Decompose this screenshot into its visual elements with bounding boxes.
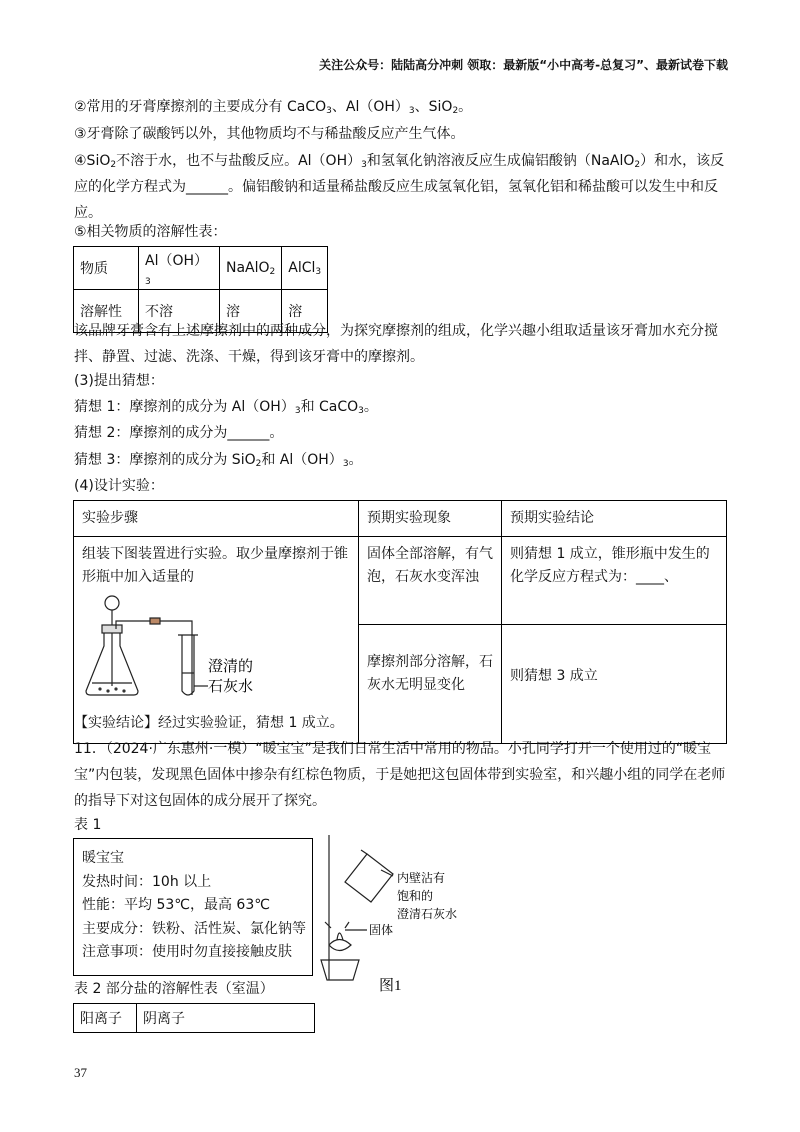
experiment-table: 实验步骤 预期实验现象 预期实验结论 组装下图装置进行实验。取少量摩擦剂于锥形瓶中加入适量的 澄清的 石灰水 固体全部溶解，有气泡，石灰水变浑浊 则猜想 1 成立，锥形瓶中发生的化学反应方程式为：____、 摩擦剂部分溶解，石灰水无明显变化 则猜想 3 成立 <box>73 500 727 744</box>
conclusion-2: 则猜想 3 成立 <box>502 625 727 744</box>
experiment-step: 组装下图装置进行实验。取少量摩擦剂于锥形瓶中加入适量的 <box>82 546 348 585</box>
phenomenon-2: 摩擦剂部分溶解，石灰水无明显变化 <box>359 625 502 744</box>
section-3-heading: (3)提出猜想： <box>74 373 164 389</box>
fig-label-clear: 澄清的 <box>208 659 254 675</box>
answer-blank: ______ <box>186 179 228 195</box>
item-3: ③牙膏除了碳酸钙以外，其他物质均不与稀盐酸反应产生气体。 <box>74 126 465 142</box>
answer-blank: ______ <box>227 425 270 441</box>
solubility-table: 物质 $Al(OH)_3$ NaAlO$_2$ AlCl$_3$ 溶解性 不溶 溶 溶 <box>73 246 328 333</box>
table2-label: 表 2 部分盐的溶解性表（室温） <box>74 981 274 997</box>
fig-label-limewater: 石灰水 <box>208 679 254 695</box>
guess-2: 猜想 2：摩擦剂的成分为______。 <box>74 425 284 441</box>
apparatus-figure <box>82 591 282 701</box>
item-2: ②常用的牙膏摩擦剂的主要成分有 CaCO$_3$、$Al(OH)_3$、SiO$_2$。 <box>74 99 473 116</box>
fig1-label-inner2: 饱和的 <box>397 889 434 903</box>
phenomenon-1: 固体全部溶解，有气泡，石灰水变浑浊 <box>359 537 502 625</box>
fig1-label-inner3: 澄清石灰水 <box>397 907 458 921</box>
section-4-heading: (4)设计实验： <box>74 478 164 494</box>
salt-solubility-table: 阳离子 阴离子 <box>73 1003 315 1033</box>
fig1-label-solid: 固体 <box>369 923 394 937</box>
guess-1: 猜想 1：摩擦剂的成分为 $Al(OH)_3$和 CaCO$_3$。 <box>74 399 378 416</box>
fig1-label-inner1: 内壁沾有 <box>397 871 446 885</box>
page-number: 37 <box>74 1065 87 1080</box>
figure-1 <box>315 830 485 1000</box>
experiment-conclusion: 【实验结论】经过实验验证，猜想 1 成立。 <box>74 715 344 731</box>
warmer-info-box: 暖宝宝 发热时间：10h 以上 性能：平均 53℃，最高 63℃ 主要成分：铁粉、活性炭、氯化钠等 注意事项：使用时勿直接接触皮肤 <box>73 838 313 976</box>
answer-blank: ____ <box>636 569 664 585</box>
page-header: 关注公众号：陆陆高分冲刺 领取：最新版“小中高考-总复习”、最新试卷下载 <box>319 58 728 72</box>
guess-3: 猜想 3：摩擦剂的成分为 SiO$_2$和 $Al(OH)_3$。 <box>74 452 363 469</box>
table1-label: 表 1 <box>74 817 102 833</box>
conclusion-1: 则猜想 1 成立，锥形瓶中发生的化学反应方程式为：____、 <box>502 537 727 625</box>
question-11: 11．（2024·广东惠州·一模）“暖宝宝”是我们日常生活中常用的物品。小孔同学打开一个使用过的“暖宝宝”内包装，发现黑色固体中掺杂有红棕色物质，于是她把这包固体带到实验室，和兴趣小组的同学在老师的指导下对这包固体的成分展开了探究。 <box>74 741 726 809</box>
item-4: ④SiO$_2$不溶于水，也不与盐酸反应。$Al(OH)_3$和氢氧化钠溶液反应生成偏铝酸钠（NaAlO$_2$）和水，该反应的化学方程式为______。偏铝酸钠和适量稀盐酸反应生成氢氧化铝，氢氧化铝和稀盐酸可以发生中和反应。 <box>74 153 725 221</box>
item-5: ⑤相关物质的溶解性表： <box>74 224 227 240</box>
fig1-caption: 图1 <box>379 978 402 994</box>
intro-paragraph: 该品牌牙膏含有上述摩擦剂中的两种成分，为探究摩擦剂的组成，化学兴趣小组取适量该牙膏加水充分搅拌、静置、过滤、洗涤、干燥，得到该牙膏中的摩擦剂。 <box>74 323 718 365</box>
